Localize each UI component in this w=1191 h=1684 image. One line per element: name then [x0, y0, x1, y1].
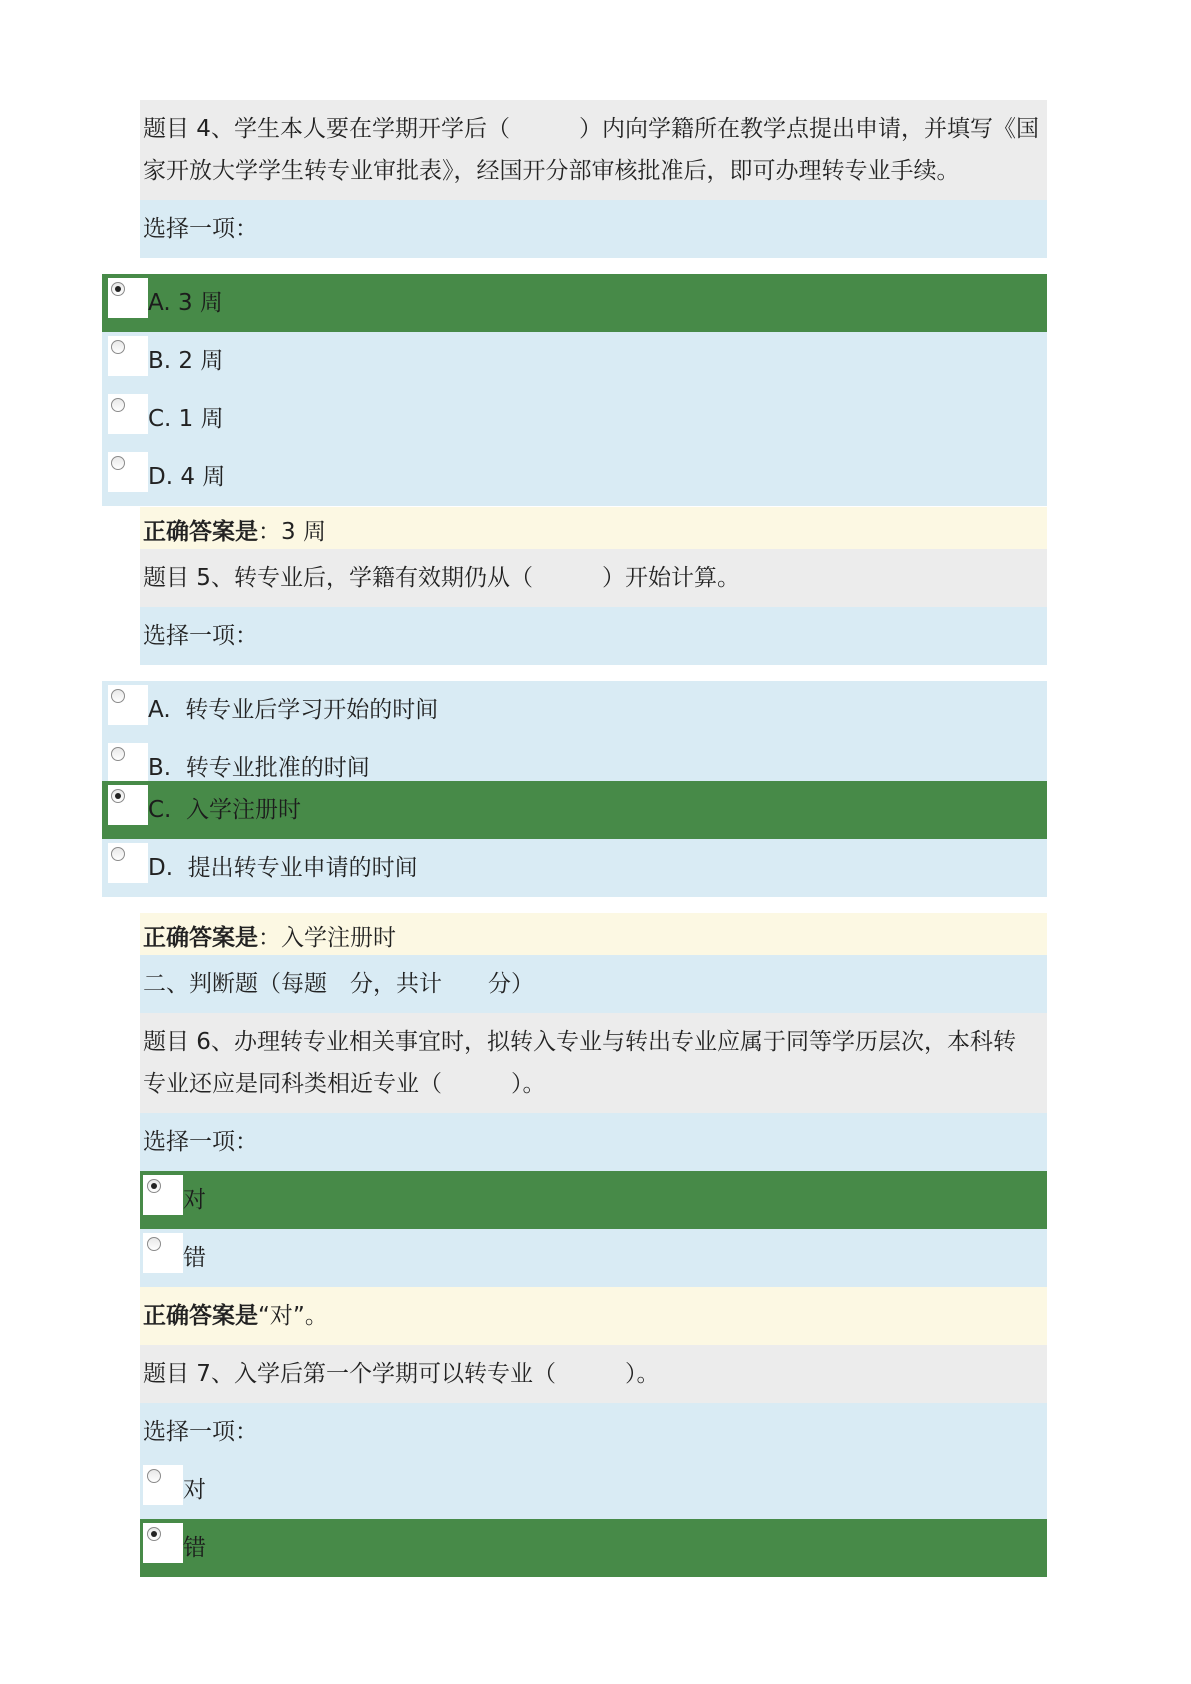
question-5-text [140, 549, 1047, 607]
question-5-line-1: 题目 5、转专业后，学籍有效期仍从（ ）开始计算。 [143, 565, 740, 591]
question-4-prompt: 选择一项： [140, 200, 1047, 258]
option-label: 对 [183, 1477, 206, 1503]
q5-correct-answer [140, 913, 1047, 955]
radio-unselected-icon[interactable] [111, 689, 125, 703]
option-label: B. 转专业批准的时间 [148, 755, 370, 781]
answer-label: 正确答案是 [143, 519, 258, 545]
q4-option-d[interactable] [102, 448, 1047, 506]
answer-label: 正确答案是 [143, 925, 258, 951]
option-label: 错 [183, 1535, 206, 1561]
q4-correct-answer [140, 507, 1047, 549]
q4-option-c[interactable] [102, 390, 1047, 448]
question-4-line-1: 题目 4、学生本人要在学期开学后（ ）内向学籍所在教学点提出申请，并填写《国 [143, 116, 1039, 142]
radio-unselected-icon[interactable] [111, 398, 125, 412]
option-label: A. 转专业后学习开始的时间 [148, 697, 439, 723]
q6-option-false[interactable] [140, 1229, 1047, 1287]
question-6-text [140, 1013, 1047, 1113]
answer-value: “对”。 [258, 1303, 328, 1329]
q7-option-true[interactable] [140, 1461, 1047, 1519]
q4-option-b[interactable] [102, 332, 1047, 390]
radio-unselected-icon[interactable] [147, 1237, 161, 1251]
question-4-line-2: 家开放大学学生转专业审批表》，经国开分部审核批准后，即可办理转专业手续。 [143, 158, 960, 184]
question-7-prompt: 选择一项： [140, 1403, 1047, 1461]
question-6-line-1: 题目 6、办理转专业相关事宜时，拟转入专业与转出专业应属于同等学历层次，本科转 [143, 1029, 1016, 1055]
radio-unselected-icon[interactable] [111, 847, 125, 861]
q5-option-a[interactable] [102, 681, 1047, 739]
question-6-line-2: 专业还应是同科类相近专业（ ）。 [143, 1071, 546, 1097]
question-6-prompt: 选择一项： [140, 1113, 1047, 1171]
question-4-text [140, 100, 1047, 200]
answer-label: 正确答案是 [143, 1303, 258, 1329]
option-label: A. 3 周 [148, 290, 223, 316]
option-label: 错 [183, 1245, 206, 1271]
section-2-title: 二、判断题（每题 分，共计 分） [140, 955, 1047, 1013]
q4-option-a[interactable] [102, 274, 1047, 332]
option-label: C. 入学注册时 [148, 797, 301, 823]
q6-correct-answer [140, 1287, 1047, 1345]
radio-selected-icon[interactable] [111, 282, 125, 296]
option-label: D. 提出转专业申请的时间 [148, 855, 418, 881]
answer-value: ：入学注册时 [258, 925, 396, 951]
question-7-text [140, 1345, 1047, 1403]
option-label: 对 [183, 1187, 206, 1213]
radio-unselected-icon[interactable] [111, 456, 125, 470]
radio-selected-icon[interactable] [147, 1179, 161, 1193]
q5-option-c[interactable] [102, 781, 1047, 839]
option-label: D. 4 周 [148, 464, 226, 490]
option-label: B. 2 周 [148, 348, 224, 374]
radio-unselected-icon[interactable] [111, 340, 125, 354]
question-7-line-1: 题目 7、入学后第一个学期可以转专业（ ）。 [143, 1361, 660, 1387]
radio-selected-icon[interactable] [111, 789, 125, 803]
radio-unselected-icon[interactable] [147, 1469, 161, 1483]
question-5-prompt: 选择一项： [140, 607, 1047, 665]
radio-selected-icon[interactable] [147, 1527, 161, 1541]
q7-option-false[interactable] [140, 1519, 1047, 1577]
q6-option-true[interactable] [140, 1171, 1047, 1229]
q5-option-d[interactable] [102, 839, 1047, 897]
option-label: C. 1 周 [148, 406, 224, 432]
radio-unselected-icon[interactable] [111, 747, 125, 761]
answer-value: ：3 周 [258, 519, 326, 545]
